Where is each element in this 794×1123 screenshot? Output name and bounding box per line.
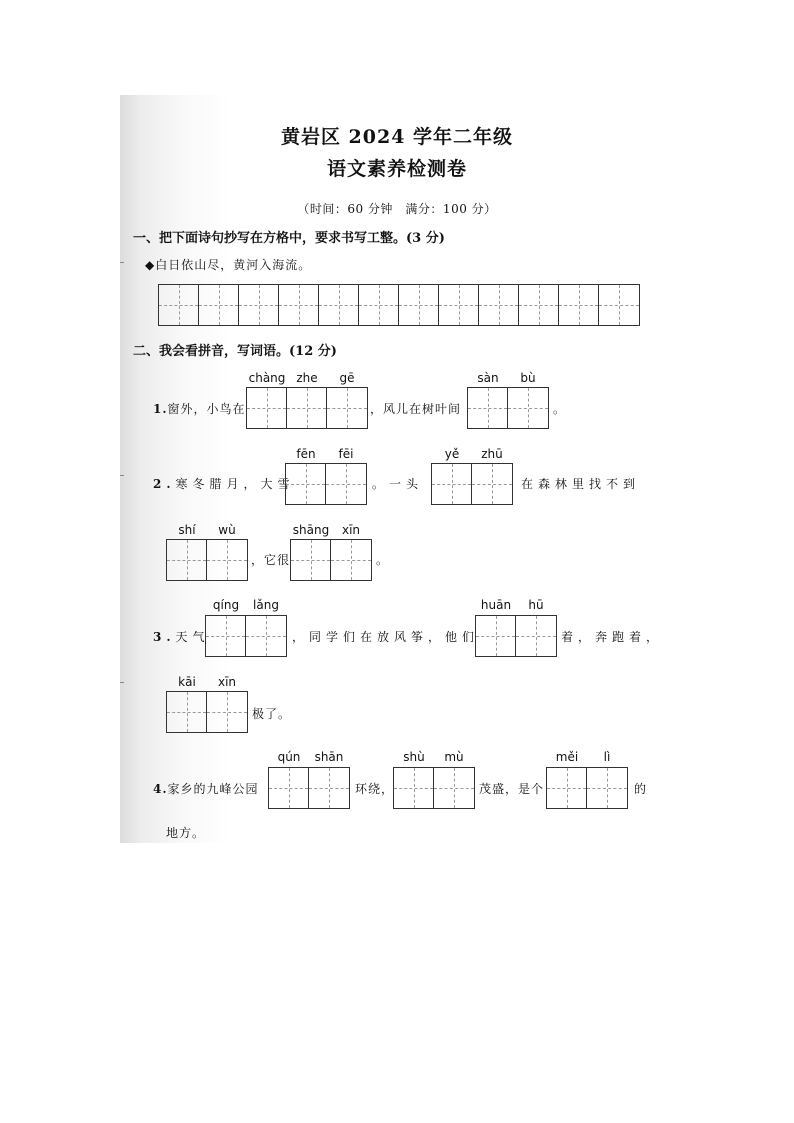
pinyin: bù (520, 371, 536, 385)
section1-writing-grid[interactable] (158, 284, 640, 326)
q1-answer-grid-1[interactable] (246, 387, 368, 429)
q2-text-c: 在森林里找不到 (521, 477, 641, 491)
q4-text-b: 环绕， (355, 782, 395, 796)
margin-tick (120, 262, 124, 263)
pinyin: xīn (341, 523, 361, 537)
pinyin: fēi (338, 447, 354, 461)
writing-cell[interactable] (359, 285, 399, 325)
q4-answer-grid-2[interactable] (393, 767, 475, 809)
page-subtitle: 语文素养检测卷 (326, 158, 467, 180)
writing-cell[interactable] (239, 285, 279, 325)
writing-cell[interactable] (279, 285, 319, 325)
writing-cell[interactable] (291, 540, 331, 580)
writing-cell[interactable] (167, 692, 207, 732)
q3-text-c: 着，奔跑着， (561, 630, 664, 644)
pinyin: lì (603, 750, 611, 764)
margin-tick (120, 682, 124, 683)
q4-answer-grid-3[interactable] (546, 767, 628, 809)
writing-cell[interactable] (508, 388, 548, 428)
q4-text-a: 家乡的九峰公园 (167, 782, 259, 796)
q3-answer-grid-1[interactable] (205, 615, 287, 657)
pinyin: shí (178, 523, 196, 537)
pinyin: yě (444, 447, 460, 461)
section1-poem: ◆白日依山尽，黄河入海流。 (145, 258, 312, 272)
q3-text-d: 极了。 (252, 707, 292, 721)
q4-text-d: 的 (634, 782, 648, 796)
pinyin: měi (555, 750, 579, 764)
section2-heading: 二、我会看拼音，写词语。(12 分) (133, 344, 337, 359)
pinyin: xīn (217, 675, 237, 689)
q2-text-d: ，它很 (251, 553, 291, 567)
pinyin: shān (314, 750, 344, 764)
pinyin: wù (218, 523, 236, 537)
writing-cell[interactable] (394, 768, 434, 808)
q2-text-e: 。 (376, 553, 390, 567)
pinyin: mù (444, 750, 464, 764)
writing-cell[interactable] (207, 692, 247, 732)
q4-text-e: 地方。 (166, 826, 206, 840)
writing-cell[interactable] (559, 285, 599, 325)
q2-text-a: 寒冬腊月，大雪 (175, 477, 295, 491)
writing-cell[interactable] (246, 616, 286, 656)
writing-cell[interactable] (399, 285, 439, 325)
writing-cell[interactable] (207, 540, 247, 580)
pinyin: qún (277, 750, 301, 764)
writing-cell[interactable] (547, 768, 587, 808)
q3-text-a: 天气 (175, 630, 210, 644)
writing-cell[interactable] (432, 464, 472, 504)
writing-cell[interactable] (476, 616, 516, 656)
pinyin: qíng (212, 598, 240, 612)
question-number: 3. (153, 630, 176, 644)
q1-text-b: ，风儿在树叶间 (370, 402, 462, 416)
q2-answer-grid-1[interactable] (285, 463, 367, 505)
writing-cell[interactable] (159, 285, 199, 325)
writing-cell[interactable] (326, 464, 366, 504)
writing-cell[interactable] (587, 768, 627, 808)
writing-cell[interactable] (434, 768, 474, 808)
pinyin: chàng (248, 371, 286, 385)
writing-cell[interactable] (199, 285, 239, 325)
page-title: 黄岩区 2024 学年二年级 (280, 126, 514, 148)
writing-cell[interactable] (472, 464, 512, 504)
margin-tick (120, 475, 124, 476)
q1-answer-grid-2[interactable] (467, 387, 549, 429)
q3-text-b: ，同学们在放风筝，他们 (292, 630, 480, 644)
writing-cell[interactable] (327, 388, 367, 428)
pinyin: shāng (292, 523, 330, 537)
pinyin: zhū (481, 447, 503, 461)
writing-cell[interactable] (468, 388, 508, 428)
writing-cell[interactable] (269, 768, 309, 808)
writing-cell[interactable] (516, 616, 556, 656)
writing-cell[interactable] (479, 285, 519, 325)
pinyin: hū (528, 598, 544, 612)
writing-cell[interactable] (206, 616, 246, 656)
q2-answer-grid-4[interactable] (290, 539, 372, 581)
writing-cell[interactable] (439, 285, 479, 325)
q4-answer-grid-1[interactable] (268, 767, 350, 809)
q4-text-c: 茂盛，是个 (479, 782, 545, 796)
pinyin: kāi (178, 675, 196, 689)
q2-answer-grid-2[interactable] (431, 463, 513, 505)
pinyin: fēn (296, 447, 316, 461)
writing-cell[interactable] (599, 285, 639, 325)
pinyin: sàn (477, 371, 499, 385)
section1-heading: 一、把下面诗句抄写在方格中，要求书写工整。(3 分) (133, 231, 445, 246)
writing-cell[interactable] (286, 464, 326, 504)
writing-cell[interactable] (247, 388, 287, 428)
pinyin: zhe (296, 371, 318, 385)
pinyin: huān (480, 598, 512, 612)
q1-text-a: 窗外，小鸟在 (167, 402, 246, 416)
q2-answer-grid-3[interactable] (166, 539, 248, 581)
writing-cell[interactable] (287, 388, 327, 428)
writing-cell[interactable] (331, 540, 371, 580)
q2-text-b: 。一头 (372, 477, 424, 491)
writing-cell[interactable] (309, 768, 349, 808)
question-number: 1. (153, 402, 168, 416)
q3-answer-grid-2[interactable] (475, 615, 557, 657)
writing-cell[interactable] (519, 285, 559, 325)
writing-cell[interactable] (319, 285, 359, 325)
pinyin: gē (339, 371, 355, 385)
question-number: 2. (153, 477, 176, 491)
writing-cell[interactable] (167, 540, 207, 580)
question-number: 4. (153, 782, 168, 796)
exam-info: （时间：60 分钟 满分：100 分） (297, 202, 497, 216)
q3-answer-grid-3[interactable] (166, 691, 248, 733)
pinyin: shù (403, 750, 425, 764)
pinyin: lǎng (253, 598, 279, 612)
q1-text-c: 。 (553, 402, 567, 416)
